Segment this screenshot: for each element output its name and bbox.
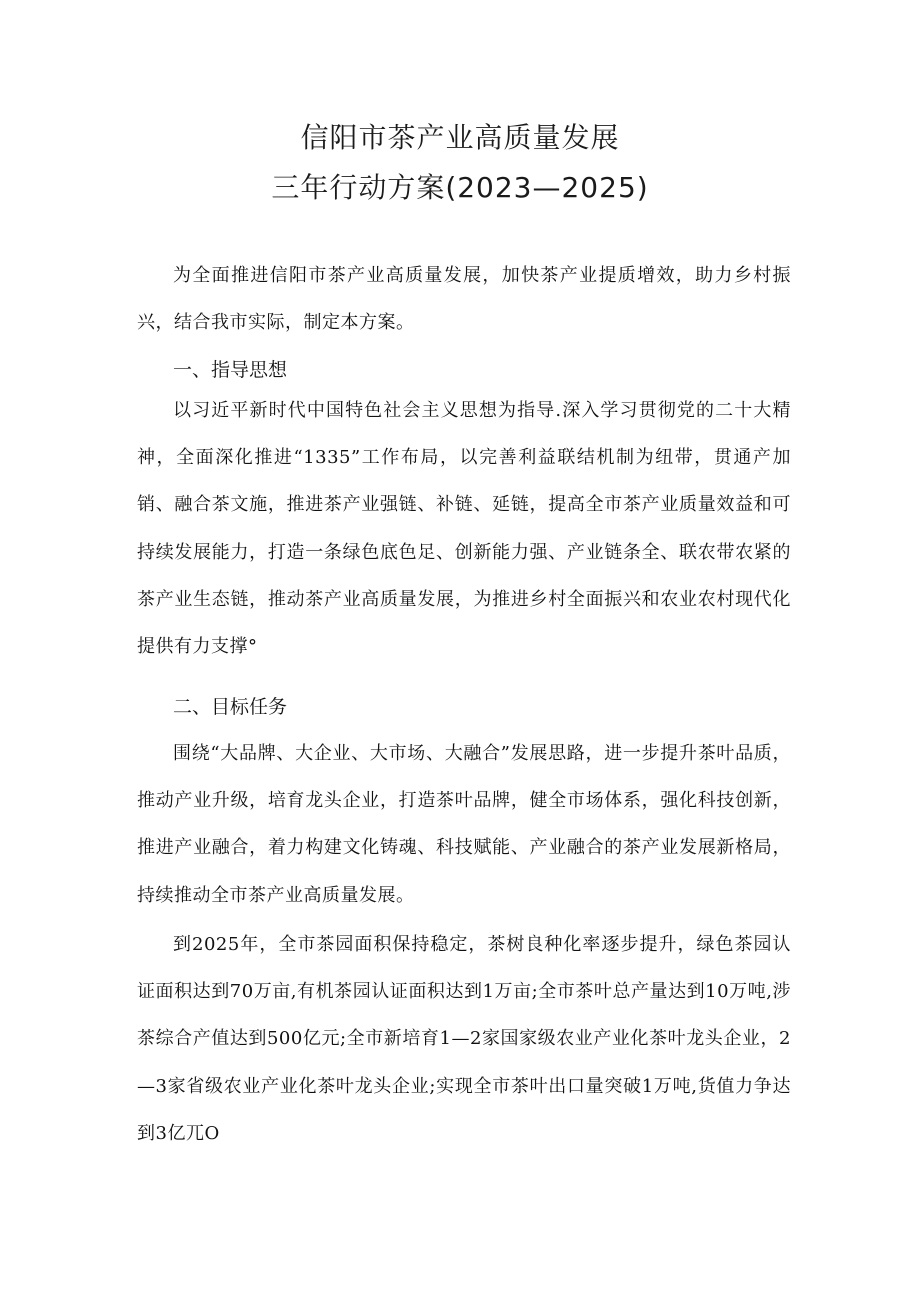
document-title-line-1: 信阳市茶产业高质量发展 <box>300 121 620 154</box>
section-heading-guiding-ideology: 一、指导思想 <box>173 359 288 381</box>
section-heading-goals-tasks: 二、目标任务 <box>173 696 288 718</box>
targets-2025-paragraph: 到2025年，全市茶园面积保持稳定，茶树良种化率逐步提升，绿色茶园认证面积达到70万亩,有机茶园认证面积达到1万亩;全市茶叶总产量达到10万吨,涉茶综合产值达到500亿元;全市新培育1—2家国家级农业产业化茶叶龙头企业，2—3家省级农业产业化茶叶龙头企业;实现全市茶叶出口量突破1万吨,货值力争达到3亿兀O <box>137 934 791 1144</box>
guiding-ideology-paragraph: 以习近平新时代中国特色社会主义思想为指导.深入学习贯彻党的二十大精神，全面深化推进“1335”工作布局，以完善利益联结机制为纽带，贯通产加销、融合茶文施，推进茶产业强链、补链、延链，提高全市茶产业质量效益和可持续发展能力，打造一条绿色底色足、创新能力强、产业链条全、联农带农紧的茶产业生态链，推动茶产业高质量发展，为推进乡村全面振兴和农业农村现代化提供有力支撑° <box>137 400 791 658</box>
document-title-line-2: 三年行动方案(2023—2025) <box>271 171 649 204</box>
goals-paragraph: 围绕“大品牌、大企业、大市场、大融合”发展思路，进一步提升茶叶品质，推动产业升级，培育龙头企业，打造茶叶品牌，健全市场体系，强化科技创新，推进产业融合，着力构建文化铸魂、科技赋能、产业融合的茶产业发展新格局，持续推动全市茶产业高质量发展。 <box>137 743 791 906</box>
intro-paragraph: 为全面推进信阳市茶产业高质量发展，加快茶产业提质增效，助力乡村振兴，结合我市实际，制定本方案。 <box>137 265 791 334</box>
